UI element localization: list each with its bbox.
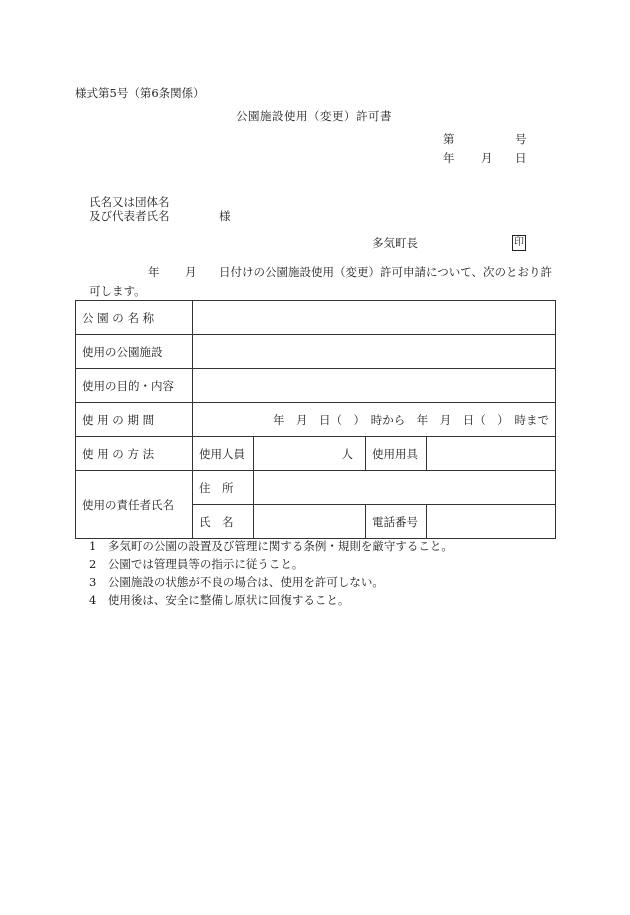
table-row bbox=[76, 335, 556, 369]
address-label: 住 所 bbox=[193, 471, 254, 505]
number-suffix: 号 bbox=[515, 132, 527, 146]
name-field[interactable] bbox=[254, 505, 366, 539]
table-row bbox=[76, 471, 556, 505]
body-text-line1: 日付けの公園施設使用（変更）許可申請について、次のとおり許 bbox=[219, 265, 553, 279]
table-row bbox=[76, 369, 556, 403]
recipient-honorific: 様 bbox=[219, 209, 231, 223]
address-field[interactable] bbox=[254, 471, 556, 505]
note-item: 1 多気町の公園の設置及び管理に関する条例・規則を厳守すること。 bbox=[89, 539, 453, 553]
seal-mark bbox=[512, 234, 526, 251]
facility-field[interactable] bbox=[193, 335, 556, 369]
body-month-label: 月 bbox=[185, 265, 197, 279]
note-item: 2 公園では管理員等の指示に従うこと。 bbox=[89, 557, 304, 571]
note-item: 4 使用後は、安全に整備し原状に回復すること。 bbox=[89, 593, 350, 607]
recipient-representative-label: 及び代表者氏名 bbox=[89, 209, 170, 223]
park-name-field[interactable] bbox=[193, 301, 556, 335]
users-label: 使用人員 bbox=[193, 437, 254, 471]
equipment-field[interactable] bbox=[427, 437, 556, 471]
date-day-label: 日 bbox=[515, 151, 527, 165]
phone-field[interactable] bbox=[427, 505, 556, 539]
phone-label: 電話番号 bbox=[366, 505, 427, 539]
date-year-label: 年 bbox=[443, 151, 455, 165]
table-row bbox=[76, 301, 556, 335]
period-field[interactable] bbox=[193, 403, 556, 437]
facility-label: 使用の公園施設 bbox=[76, 335, 193, 369]
purpose-field[interactable] bbox=[193, 369, 556, 403]
purpose-label: 使用の目的・内容 bbox=[76, 369, 193, 403]
issuer-name: 多気町長 bbox=[372, 236, 418, 250]
users-unit: 人 bbox=[341, 446, 353, 461]
table-row bbox=[76, 437, 556, 471]
equipment-label: 使用用具 bbox=[366, 437, 427, 471]
users-field[interactable] bbox=[254, 437, 366, 471]
park-name-label: 公 園 の 名 称 bbox=[76, 301, 193, 335]
body-text-line2: 可します。 bbox=[89, 284, 146, 298]
seal-box: 印 bbox=[512, 235, 526, 251]
form-number: 様式第5号（第6条関係） bbox=[75, 86, 205, 100]
body-year-label: 年 bbox=[148, 265, 160, 279]
date-month-label: 月 bbox=[481, 151, 493, 165]
period-label: 使 用 の 期 間 bbox=[76, 403, 193, 437]
name-label: 氏 名 bbox=[193, 505, 254, 539]
permit-table bbox=[75, 300, 556, 539]
method-label: 使 用 の 方 法 bbox=[76, 437, 193, 471]
table-row bbox=[76, 403, 556, 437]
period-value: 年 月 日（ ） 時から 年 月 日（ ） 時まで bbox=[273, 412, 549, 427]
number-prefix: 第 bbox=[443, 132, 455, 146]
document-title: 公園施設使用（変更）許可書 bbox=[236, 109, 392, 123]
note-item: 3 公園施設の状態が不良の場合は、使用を許可しない。 bbox=[89, 575, 384, 589]
responsible-label: 使用の責任者氏名 bbox=[76, 471, 193, 539]
recipient-name-label: 氏名又は団体名 bbox=[89, 195, 170, 209]
